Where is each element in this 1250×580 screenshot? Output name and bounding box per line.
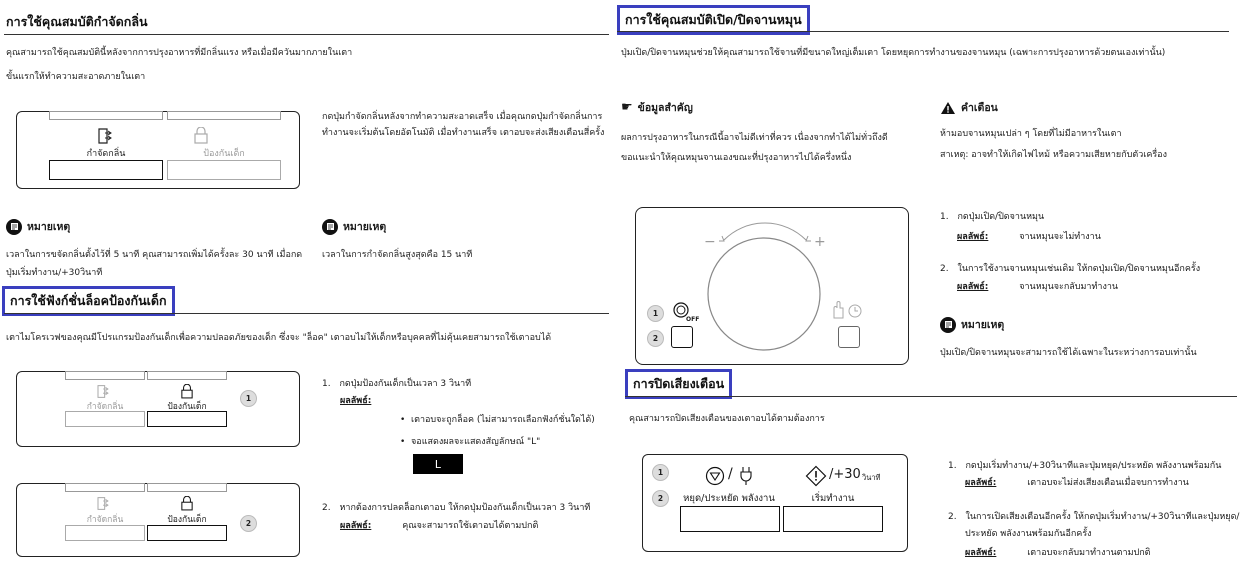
control-panel-sound: [642, 454, 908, 552]
result-row: [965, 545, 1151, 559]
note-text-2: ปุ่มเริ่มทำงาน/+30วินาที: [6, 268, 103, 278]
step-number-badge: 2: [647, 330, 664, 347]
warning-text: ห้ามอบจานหมุนเปล่า ๆ โดยที่ไม่มีอาหารในเตา: [940, 129, 1122, 139]
childlock-button[interactable]: [167, 160, 281, 180]
deodorize-label: กำจัดกลิ่น: [86, 149, 126, 159]
deodorize-icon: [97, 127, 113, 145]
step-number: 2.: [948, 512, 957, 522]
childlock-title: การใช้ฟังก์ชั่นล็อคป้องกันเด็ก: [2, 286, 175, 316]
hand-timer-icon: [830, 300, 864, 320]
minus-sign: −: [704, 234, 716, 250]
note-label: หมายเหตุ: [343, 221, 387, 233]
deodor-intro-2: ขั้นแรกให้ทำความสะอาดภายในเตา: [6, 72, 146, 82]
warning-heading: [940, 99, 998, 116]
off-label: OFF: [686, 316, 700, 323]
step-text: กดปุ่มเปิด/ปิดจานหมุน: [957, 212, 1045, 222]
important-label: ข้อมูลสำคัญ: [637, 102, 693, 114]
start-button-label: เริ่มทำงาน: [811, 493, 855, 504]
control-panel-childlock-2: [16, 483, 300, 557]
step-text: ในการเปิดเสียงเตือนอีกครั้ง ให้กดปุ่มเริ่มทำงาน/+30วินาทีและปุ่มหยุด/: [965, 512, 1240, 522]
stop-button-label: หยุด/ประหยัด พลังงาน: [683, 493, 775, 504]
note-text-3: เวลาในการกำจัดกลิ่นสูงสุดคือ 15 นาที: [322, 250, 473, 260]
note-text: เวลาในการขจัดกลิ่นตั้งไว้ที่ 5 นาที คุณสามารถเพิ่มได้ครั้งละ 30 นาที เมื่อกด: [6, 250, 303, 260]
turntable-title: การใช้คุณสมบัติเปิด/ปิดจานหมุน: [617, 5, 810, 35]
childlock-intro: เตาไมโครเวฟของคุณมีโปรแกรมป้องกันเด็กเพื่อความปลอดภัยของเด็ก ซึ่งจะ "ล็อค" เตาอบไม่ให้เด็กหรือบุคคลที่ไม่คุ้นเคยสามารถใช้เตาอบได้: [6, 333, 552, 343]
step-number: 1.: [940, 212, 949, 222]
note-icon: [940, 317, 956, 333]
step-text: ในการใช้งานจานหมุนเช่นเดิม ให้กดปุ่มเปิด/ปิดจานหมุนอีกครั้ง: [957, 264, 1201, 274]
sound-title: การปิดเสียงเตือน: [625, 369, 732, 399]
warning-label: คำเตือน: [961, 102, 998, 114]
bullet-text: จอแสดงผลจะแสดงสัญลักษณ์ "L": [411, 437, 541, 447]
deodorize-label: กำจัดกลิ่น: [86, 515, 124, 525]
step-number: 1.: [322, 379, 331, 389]
lock-icon: [194, 127, 208, 144]
result-label: ผลลัพธ์:: [965, 548, 997, 558]
step-number-badge: 1: [647, 305, 664, 322]
childlock-button[interactable]: [147, 411, 227, 427]
deodorize-icon: [96, 496, 110, 511]
result-row: [957, 279, 1118, 293]
deodor-title: การใช้คุณสมบัติกำจัดกลิ่น: [6, 14, 148, 29]
important-text: ผลการปรุงอาหารในกรณีนี้อาจไม่ดีเท่าที่ควร เนื่องจากทำได้ไม่ทั่วถึงดี: [621, 133, 888, 143]
bullet-item-2: • จอแสดงผลจะแสดงสัญลักษณ์ "L": [400, 437, 541, 447]
step-number-badge: 2: [240, 515, 257, 532]
deodorize-label: กำจัดกลิ่น: [86, 402, 124, 412]
deodor-desc: กดปุ่มกำจัดกลิ่นหลังจากทำความสะอาดเสร็จ เมื่อคุณกดปุ่มกำจัดกลิ่นการ: [322, 112, 603, 122]
warning-text-2: สาเหตุ: อาจทำให้เกิดไฟไหม้ หรือความเสียหายกับตัวเครื่อง: [940, 150, 1167, 160]
result-label: ผลลัพธ์:: [957, 282, 989, 292]
start-icon: [805, 465, 827, 487]
result-row: [957, 229, 1101, 243]
eco-plug-icon: [738, 465, 758, 487]
slash-separator: /: [728, 466, 733, 482]
step-number-badge: 2: [652, 490, 669, 507]
step-1: [940, 209, 1044, 223]
stop-eco-button[interactable]: [680, 506, 780, 532]
result-label: ผลลัพธ์:: [957, 232, 989, 242]
result-text: จานหมุนจะไม่ทำงาน: [1019, 232, 1101, 242]
start-plus30-button[interactable]: [783, 506, 883, 532]
control-panel-deodor: [16, 111, 300, 189]
deodorize-button[interactable]: [49, 160, 163, 180]
result-label: ผลลัพธ์:: [965, 478, 997, 488]
sound-intro: คุณสามารถปิดเสียงเตือนของเตาอบได้ตามต้องการ: [629, 414, 825, 424]
step-text: กดปุ่มเริ่มทำงาน/+30วินาทีและปุ่มหยุด/ประหยัด พลังงานพร้อมกัน: [965, 461, 1222, 471]
step-2: [948, 509, 1239, 523]
lock-icon: [181, 496, 193, 511]
deodorize-button[interactable]: [65, 525, 145, 541]
result-label: ผลลัพธ์:: [340, 396, 372, 406]
deodor-intro: คุณสามารถใช้คุณสมบัตินี้หลังจากการปรุงอาหารที่มีกลิ่นแรง หรือเมื่อมีควันมากภายในเตา: [6, 48, 353, 58]
step-text: กดปุ่มป้องกันเด็กเป็นเวลา 3 วินาที: [339, 379, 472, 389]
important-text-2: ขอแนะนำให้คุณหมุนจานเองขณะที่ปรุงอาหารไปได้ครึ่งหนึ่ง: [621, 153, 852, 163]
note-heading: [6, 218, 70, 235]
result-row: [340, 518, 538, 532]
deodor-desc-2: ทำงานจะเริ่มต้นโดยอัตโนมัติ เมื่อทำงานเสร็จ เตาอบจะส่งเสียงเตือนสี่ครั้ง: [322, 128, 605, 138]
note-text: ปุ่มเปิด/ปิดจานหมุนจะสามารถใช้ได้เฉพาะในระหว่างการอบเท่านั้น: [940, 348, 1197, 358]
note-icon: [322, 219, 338, 235]
control-panel-childlock-1: [16, 371, 300, 447]
lcd-display: [413, 454, 463, 474]
note-icon: [6, 219, 22, 235]
result-row: [965, 475, 1189, 489]
lcd-symbol: L: [434, 457, 442, 471]
step-2: [322, 500, 590, 514]
note-label: หมายเหตุ: [27, 221, 71, 233]
bullet-text: เตาอบจะถูกล็อค (ไม่สามารถเลือกฟังก์ชั่นใดได้): [411, 415, 595, 425]
result-text: เตาอบจะไม่ส่งเสียงเตือนเมื่อจบการทำงาน: [1027, 478, 1189, 488]
plus-sign: +: [814, 234, 826, 250]
note-heading: [940, 316, 1004, 333]
result-text: เตาอบจะกลับมาทำงานตามปกติ: [1027, 548, 1151, 558]
divider: [4, 34, 609, 35]
turntable-on-off-button[interactable]: [671, 326, 693, 348]
step-text: หากต้องการปลดล็อกเตาอบ ให้กดปุ่มป้องกันเด็กเป็นเวลา 3 วินาที: [339, 503, 591, 513]
childlock-button[interactable]: [147, 525, 227, 541]
bullet-item: • เตาอบจะถูกล็อค (ไม่สามารถเลือกฟังก์ชั่นใดได้): [400, 415, 595, 425]
panel-key-top-left: [49, 111, 163, 120]
panel-key-top-left: [65, 483, 145, 492]
note-label: หมายเหตุ: [961, 319, 1005, 331]
step-number-badge: 1: [652, 464, 669, 481]
step-number: 1.: [948, 461, 957, 471]
timer-button[interactable]: [838, 326, 860, 348]
warning-icon: [940, 101, 956, 115]
panel-key-top-right: [167, 111, 281, 120]
turntable-intro: ปุ่มเปิด/ปิดจานหมุนช่วยให้คุณสามารถใช้จานที่มีขนาดใหญ่เต็มเตา โดยหยุดการทำงานของจานหมุน (เฉพาะการปรุงอาหารด้วยตนเองเท่านั้น): [621, 48, 1166, 58]
divider: [617, 31, 1229, 32]
step-number-badge: 1: [240, 390, 257, 407]
step-1: [322, 376, 471, 390]
step-1: [948, 458, 1221, 472]
lock-icon: [181, 384, 193, 399]
seconds-label: วินาที: [862, 473, 881, 482]
step-2: [940, 261, 1200, 275]
step-text-2: ประหยัด พลังงานพร้อมกันอีกครั้ง: [965, 529, 1092, 539]
deodorize-button[interactable]: [65, 411, 145, 427]
stop-icon: [705, 466, 725, 486]
childlock-label: ป้องกันเด็ก: [203, 149, 245, 159]
panel-key-top-right: [147, 483, 227, 492]
result-label: ผลลัพธ์:: [340, 521, 372, 531]
panel-key-top-right: [147, 371, 227, 380]
note-heading-2: [322, 218, 386, 235]
important-heading: [621, 99, 693, 116]
panel-key-top-left: [65, 371, 145, 380]
divider: [4, 313, 609, 314]
result-text: คุณจะสามารถใช้เตาอบได้ตามปกติ: [402, 521, 539, 531]
plus30-label: /+30: [829, 467, 861, 482]
step-number: 2.: [940, 264, 949, 274]
divider: [625, 396, 1237, 397]
pointing-hand-icon: ☛: [621, 100, 633, 115]
step-number: 2.: [322, 503, 331, 513]
deodorize-icon: [96, 384, 110, 399]
childlock-label: ป้องกันเด็ก: [167, 515, 207, 525]
control-panel-turntable: [635, 207, 909, 365]
result-text: จานหมุนจะกลับมาทำงาน: [1019, 282, 1119, 292]
childlock-label: ป้องกันเด็ก: [167, 402, 207, 412]
